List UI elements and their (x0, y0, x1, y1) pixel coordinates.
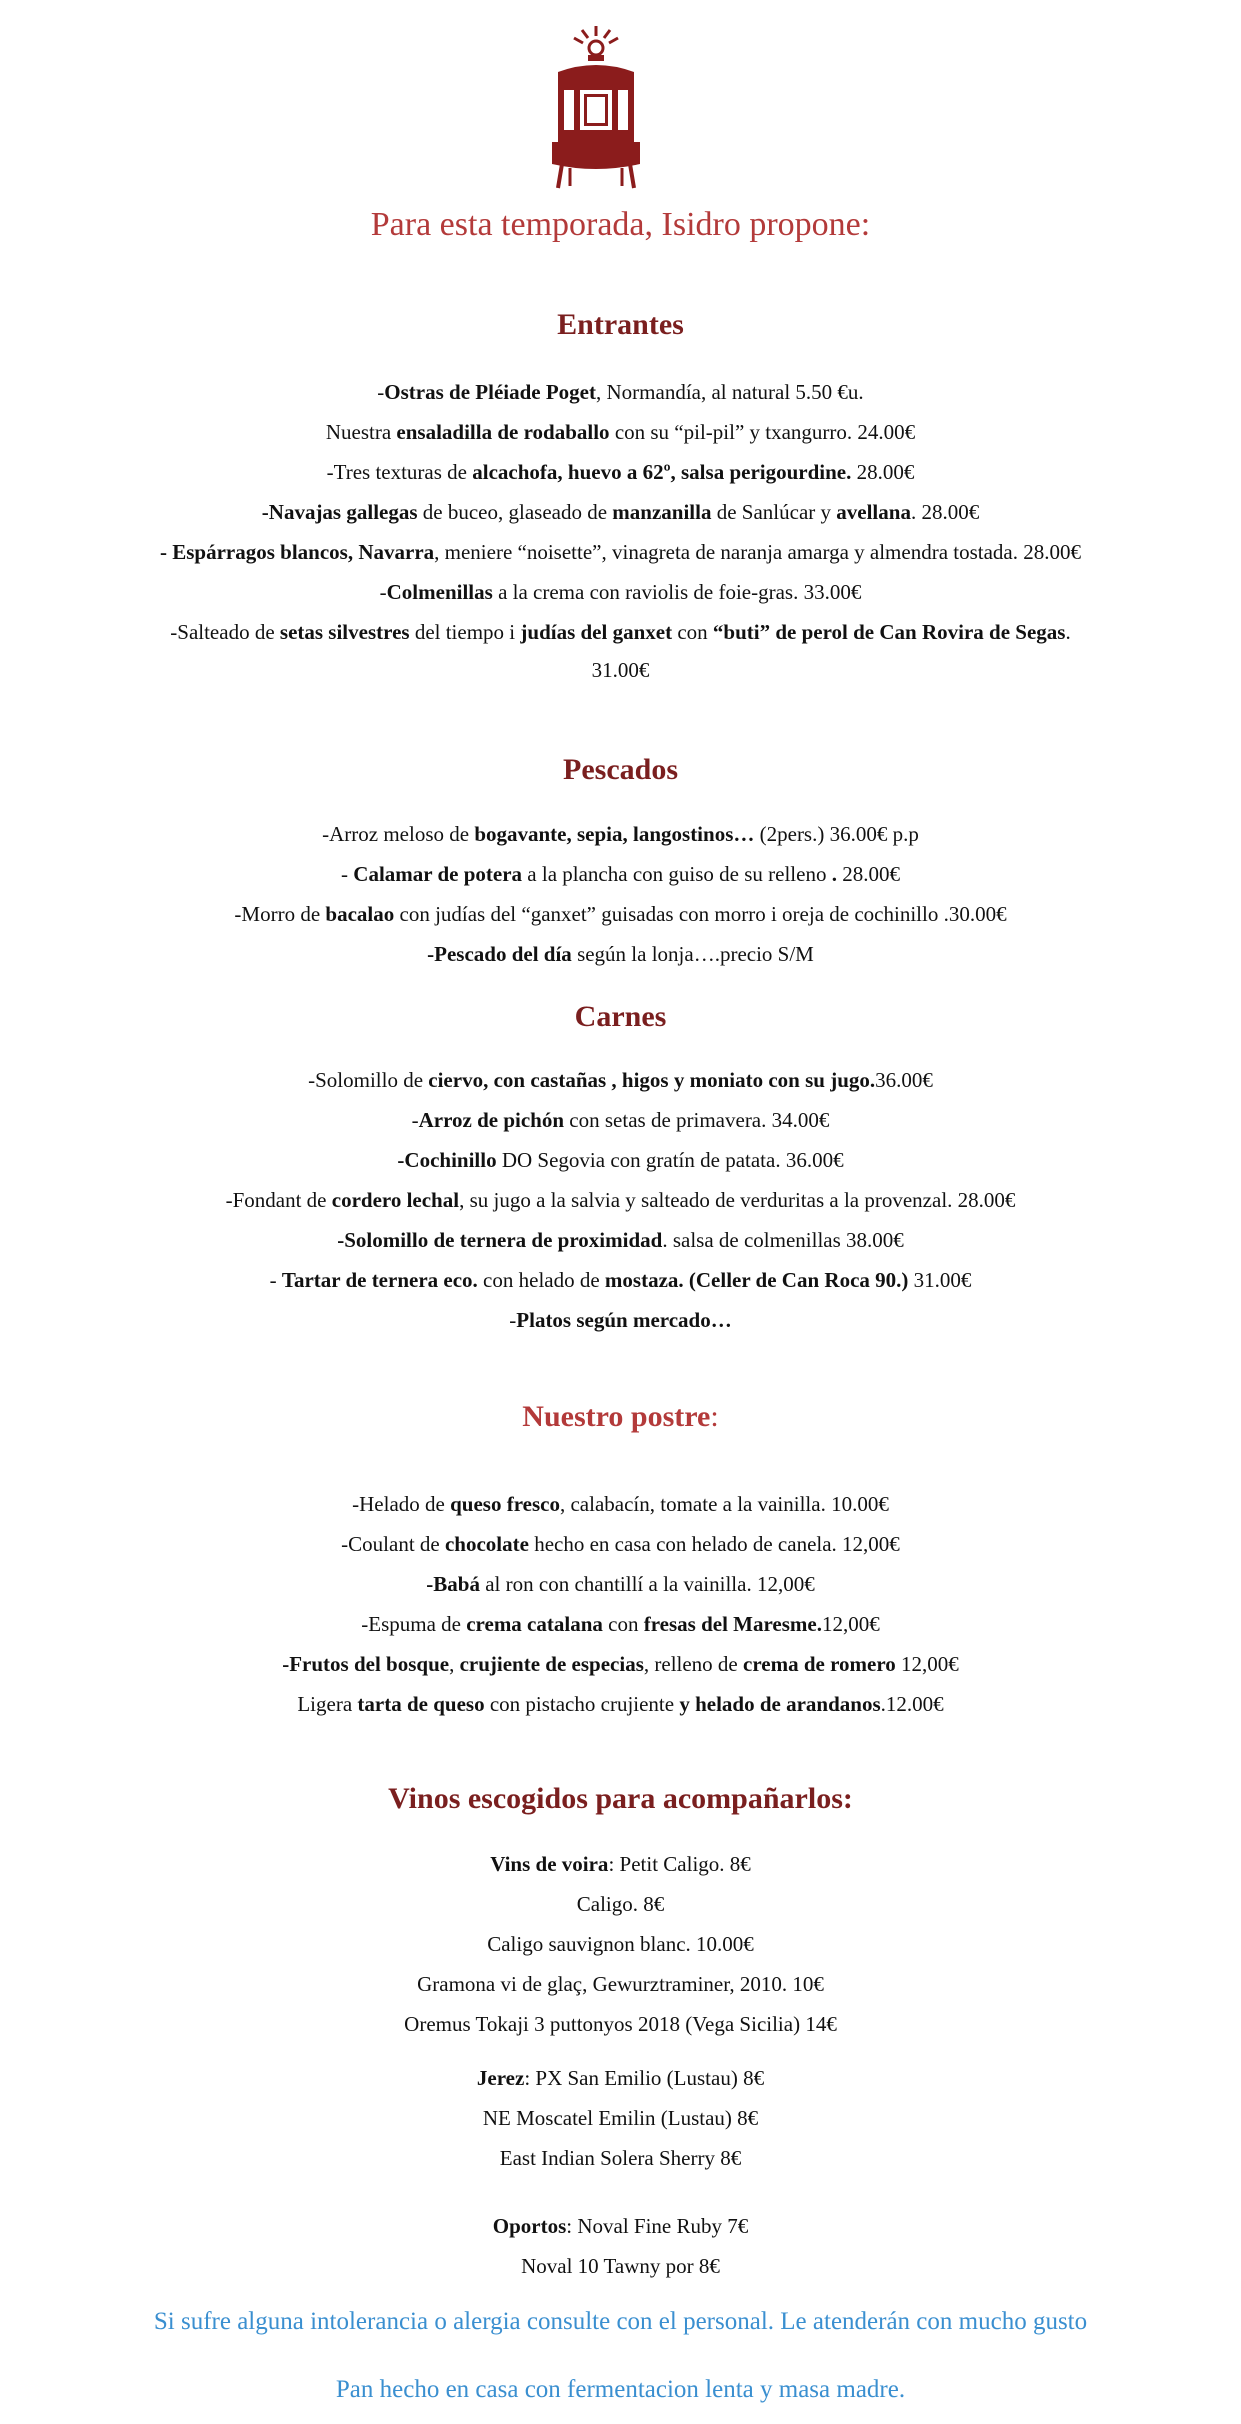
carnes-item (40, 1306, 1201, 1334)
item-text: (2pers.) 36.00€ p.p (754, 822, 919, 846)
vinos-item (40, 2010, 1201, 2038)
section-title-postre (0, 1400, 1241, 1434)
item-text: 12,00€ (821, 1612, 880, 1636)
item-text: - (269, 1268, 282, 1292)
vinos-item (40, 1850, 1201, 1878)
entrantes-item (40, 578, 1201, 606)
section-title-entrantes: Entrantes (557, 308, 684, 341)
item-text: hecho en casa con helado de canela. 12,00€ (528, 1532, 900, 1556)
item-text: . salsa de colmenillas 38.00€ (662, 1228, 904, 1252)
item-highlight: crema de romero (743, 1652, 896, 1676)
vinos-item (40, 1930, 1201, 1958)
postre-item (40, 1690, 1201, 1718)
item-text: Gramona vi de glaç, Gewurztraminer, 2010. 10€ (417, 1972, 824, 1996)
item-highlight: cordero lechal (331, 1188, 460, 1212)
item-highlight: Colmenillas (386, 580, 493, 604)
postre-title-text: Nuestro postre (522, 1400, 711, 1433)
item-highlight: -Babá (426, 1572, 480, 1596)
item-text: con (602, 1612, 644, 1636)
item-highlight: alcachofa, huevo a 62º, salsa perigourdine. (472, 460, 852, 484)
item-text: a la plancha con guiso de su relleno (522, 862, 832, 886)
item-highlight: Calamar de potera (353, 862, 523, 886)
item-text: - (341, 862, 354, 886)
pescados-item (40, 860, 1201, 888)
item-highlight: queso fresco (450, 1492, 560, 1516)
item-text: Nuestra (325, 420, 397, 444)
item-text: 36.00€ (875, 1068, 933, 1092)
item-text: de buceo, glaseado de (417, 500, 613, 524)
vinos-item (40, 2212, 1201, 2240)
item-text: -Fondant de (225, 1188, 332, 1212)
item-text: : PX San Emilio (Lustau) 8€ (524, 2066, 765, 2090)
item-text: - (411, 1108, 419, 1132)
carnes-item (40, 1266, 1201, 1294)
item-text: Oremus Tokaji 3 puttonyos 2018 (Vega Sicilia) 14€ (404, 2012, 837, 2036)
item-text: DO Segovia con gratín de patata. 36.00€ (496, 1148, 844, 1172)
item-text: 31.00€ (908, 1268, 972, 1292)
item-highlight: bogavante, sepia, langostinos… (474, 822, 755, 846)
entrantes-item (40, 656, 1201, 684)
item-text: - (509, 1308, 517, 1332)
item-text: 12,00€ (895, 1652, 959, 1676)
item-text: East Indian Solera Sherry 8€ (499, 2146, 742, 2170)
vinos-item (40, 1970, 1201, 1998)
item-text: Ligera (297, 1692, 358, 1716)
item-text: a la crema con raviolis de foie-gras. 33.00€ (492, 580, 862, 604)
item-highlight: crema catalana (466, 1612, 603, 1636)
item-highlight: mostaza. (Celler de Can Roca 90.) (604, 1268, 909, 1292)
item-text: -Tres texturas de (326, 460, 473, 484)
item-highlight: Jerez (476, 2066, 525, 2090)
item-highlight: -Navajas gallegas (261, 500, 418, 524)
item-text: -Coulant de (341, 1532, 445, 1556)
postre-item (40, 1530, 1201, 1558)
item-text: 28.00€ (851, 460, 915, 484)
item-text: , meniere “noisette”, vinagreta de naranja amarga y almendra tostada. 28.00€ (434, 540, 1081, 564)
item-text: -Morro de (234, 902, 326, 926)
intro-heading: Para esta temporada, Isidro propone: (370, 206, 871, 243)
item-text: con judías del “ganxet” guisadas con morro i oreja de cochinillo .30.00€ (394, 902, 1007, 926)
item-highlight: . (831, 862, 837, 886)
item-text: - (377, 380, 385, 404)
vinos-item (40, 2064, 1201, 2092)
item-highlight: y helado de arandanos (679, 1692, 881, 1716)
item-text: 31.00€ (591, 658, 650, 682)
item-highlight: bacalao (325, 902, 395, 926)
item-highlight: -Frutos del bosque (282, 1652, 450, 1676)
pescados-item (40, 820, 1201, 848)
item-highlight: -Solomillo de ternera de proximidad (337, 1228, 663, 1252)
vinos-item (40, 2144, 1201, 2172)
item-highlight: Arroz de pichón (418, 1108, 565, 1132)
item-highlight: -Pescado del día (427, 942, 572, 966)
item-text: Caligo sauvignon blanc. 10.00€ (487, 1932, 754, 1956)
postre-item (40, 1570, 1201, 1598)
postre-item (40, 1490, 1201, 1518)
item-text: Caligo. 8€ (576, 1892, 665, 1916)
vinos-item (40, 2252, 1201, 2280)
entrantes-item (40, 618, 1201, 646)
item-highlight: - Espárragos blancos, Navarra (159, 540, 435, 564)
item-highlight: ensaladilla de rodaballo (396, 420, 610, 444)
item-text: , relleno de (643, 1652, 743, 1676)
item-highlight: Platos según mercado… (516, 1308, 732, 1332)
item-text: 28.00€ (836, 862, 900, 886)
item-highlight: setas silvestres (279, 620, 410, 644)
entrantes-item (40, 418, 1201, 446)
item-text: , su jugo a la salvia y salteado de verduritas a la provenzal. 28.00€ (459, 1188, 1016, 1212)
item-text: -Arroz meloso de (322, 822, 475, 846)
tram-icon (548, 24, 644, 190)
item-text: : Petit Caligo. 8€ (608, 1852, 751, 1876)
item-text: . (1065, 620, 1071, 644)
carnes-item (40, 1106, 1201, 1134)
item-text: según la lonja….precio S/M (571, 942, 814, 966)
item-text: al ron con chantillí a la vainilla. 12,00€ (479, 1572, 815, 1596)
postre-item (40, 1610, 1201, 1638)
item-highlight: crujiente de especias (459, 1652, 644, 1676)
section-title-pescados: Pescados (563, 753, 678, 786)
section-title-vinos: Vinos escogidos para acompañarlos: (388, 1782, 853, 1815)
item-text: con helado de (477, 1268, 605, 1292)
item-highlight: fresas del Maresme. (643, 1612, 822, 1636)
item-highlight: Oportos (492, 2214, 567, 2238)
pescados-item (40, 900, 1201, 928)
item-text: , calabacín, tomate a la vainilla. 10.00€ (559, 1492, 889, 1516)
item-highlight: judías del ganxet (520, 620, 673, 644)
item-text: del tiempo i (409, 620, 521, 644)
allergy-note: Si sufre alguna intolerancia o alergia consulte con el personal. Le atenderán con mucho gusto (153, 2308, 1088, 2335)
item-text: .12.00€ (880, 1692, 944, 1716)
postre-item (40, 1650, 1201, 1678)
item-highlight: Tartar de ternera eco. (281, 1268, 478, 1292)
entrantes-item (40, 378, 1201, 406)
item-text: con (672, 620, 713, 644)
item-text: . 28.00€ (910, 500, 980, 524)
item-text: -Salteado de (170, 620, 280, 644)
carnes-item (40, 1226, 1201, 1254)
item-text: , Normandía, al natural 5.50 €u. (596, 380, 864, 404)
carnes-item (40, 1066, 1201, 1094)
item-highlight: “buti” de perol de Can Rovira de Segas (712, 620, 1066, 644)
item-highlight: Ostras de Pléiade Poget (384, 380, 596, 404)
item-text: con setas de primavera. 34.00€ (564, 1108, 830, 1132)
item-text: -Espuma de (361, 1612, 467, 1636)
item-text: - (379, 580, 387, 604)
entrantes-item (40, 498, 1201, 526)
item-highlight: tarta de queso (357, 1692, 485, 1716)
postre-title-colon: : (710, 1400, 719, 1433)
entrantes-item (40, 538, 1201, 566)
pescados-item (40, 940, 1201, 968)
item-highlight: manzanilla (612, 500, 712, 524)
item-highlight: avellana (836, 500, 911, 524)
item-text: -Helado de (352, 1492, 451, 1516)
item-highlight: -Cochinillo (397, 1148, 497, 1172)
item-text: , (449, 1652, 460, 1676)
item-highlight: chocolate (444, 1532, 529, 1556)
vinos-item (40, 2104, 1201, 2132)
item-highlight: Vins de voira (490, 1852, 609, 1876)
item-text: con pistacho crujiente (484, 1692, 680, 1716)
item-highlight: ciervo, con castañas , higos y moniato con su jugo. (428, 1068, 876, 1092)
entrantes-item (40, 458, 1201, 486)
item-text: con su “pil-pil” y txangurro. 24.00€ (609, 420, 916, 444)
item-text: : Noval Fine Ruby 7€ (566, 2214, 749, 2238)
vinos-item (40, 1890, 1201, 1918)
item-text: -Solomillo de (308, 1068, 429, 1092)
item-text: NE Moscatel Emilin (Lustau) 8€ (482, 2106, 759, 2130)
item-text: Noval 10 Tawny por 8€ (521, 2254, 720, 2278)
item-text: de Sanlúcar y (711, 500, 837, 524)
section-title-carnes: Carnes (574, 1000, 667, 1033)
carnes-item (40, 1186, 1201, 1214)
bread-note: Pan hecho en casa con fermentacion lenta y masa madre. (335, 2376, 906, 2403)
carnes-item (40, 1146, 1201, 1174)
